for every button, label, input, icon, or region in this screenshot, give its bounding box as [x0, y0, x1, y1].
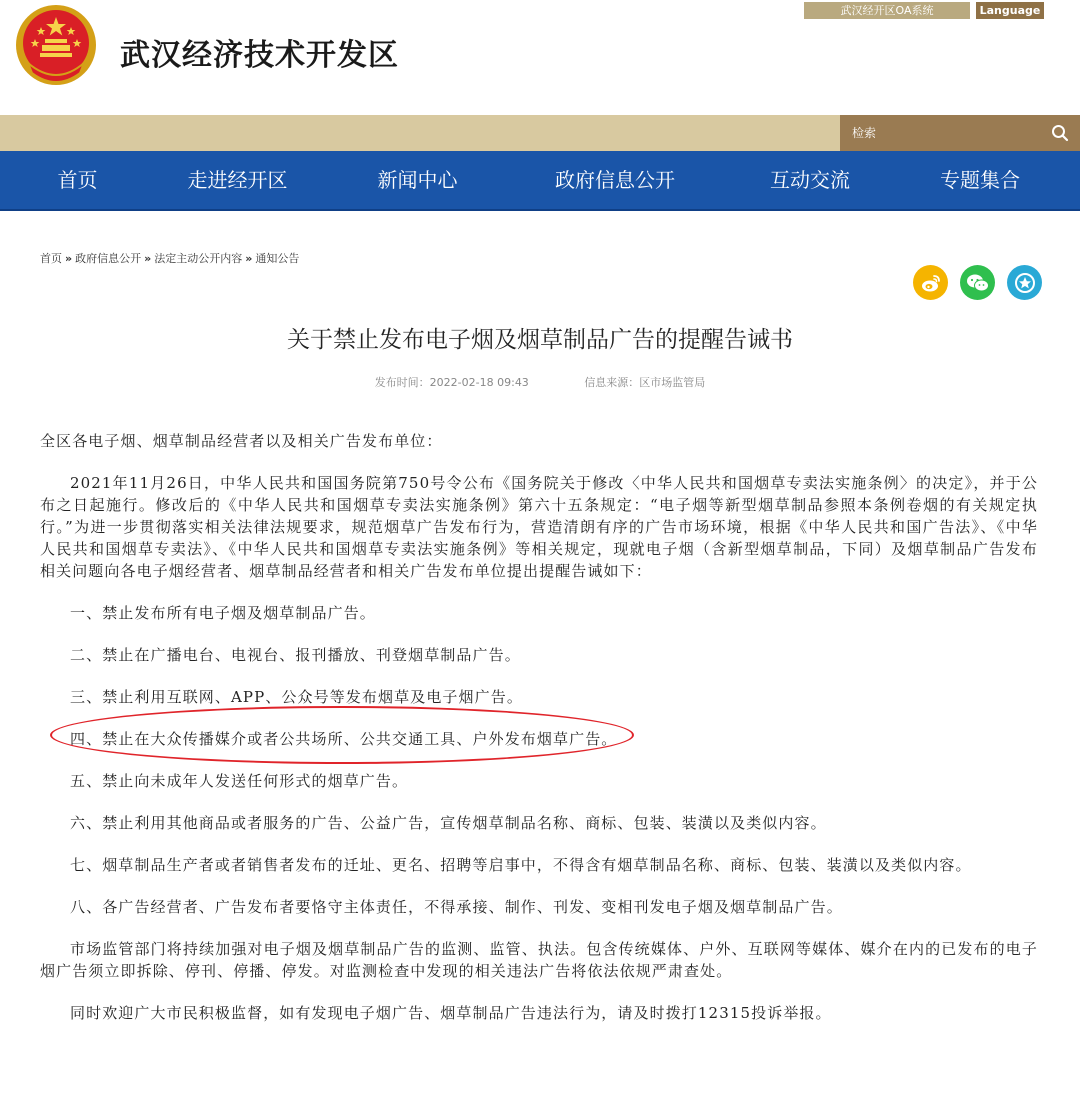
site-header: [0, 0, 1080, 115]
top-links: [804, 2, 1044, 34]
salutation: 全区各电子烟、烟草制品经营者以及相关广告发布单位：: [40, 432, 443, 450]
breadcrumb-gov-info[interactable]: 政府信息公开: [75, 252, 142, 265]
oa-system-link[interactable]: 武汉经开区OA系统: [804, 2, 970, 19]
nav-topics[interactable]: 专题集合: [940, 168, 1020, 192]
wechat-share-button[interactable]: [960, 265, 995, 300]
main-nav: [0, 151, 1080, 211]
list-item: 三、禁止利用互联网、APP、公众号等发布烟草及电子烟广告。: [70, 688, 523, 706]
breadcrumb-separator: »: [65, 251, 73, 265]
breadcrumb-statutory[interactable]: 法定主动公开内容: [154, 252, 243, 265]
breadcrumb-separator: »: [144, 251, 152, 265]
closing-paragraph: 市场监管部门将持续加强对电子烟及烟草制品广告的监测、监管、执法。包含传统媒体、户外、互联网等媒体、媒介在内的已发布的电子烟广告须立即拆除、停刊、停播、停发。对监测检查中发现的相关违法广告将依法依规严肃查处。: [40, 940, 1038, 980]
list-item: 八、各广告经营者、广告发布者要恪守主体责任，不得承接、制作、刊发、变相刊发电子烟及烟草制品广告。: [70, 898, 843, 916]
nav-gov-info[interactable]: 政府信息公开: [555, 168, 675, 192]
nav-interaction[interactable]: 互动交流: [770, 168, 850, 192]
breadcrumb: [40, 250, 299, 266]
list-item: 一、禁止发布所有电子烟及烟草制品广告。: [70, 604, 376, 622]
list-item: 五、禁止向未成年人发送任何形式的烟草广告。: [70, 772, 409, 790]
search-icon: [1051, 124, 1069, 142]
breadcrumb-home[interactable]: 首页: [40, 252, 62, 265]
weibo-icon: [920, 273, 942, 293]
list-item: 六、禁止利用其他商品或者服务的广告、公益广告，宣传烟草制品名称、商标、包装、装潢以及类似内容。: [70, 814, 827, 832]
search-bar: [0, 115, 1080, 151]
search-input[interactable]: [840, 115, 1040, 151]
favorite-button[interactable]: [1007, 265, 1042, 300]
article-title: 关于禁止发布电子烟及烟草制品广告的提醒告诫书: [287, 327, 793, 353]
language-button[interactable]: Language ▾: [976, 2, 1044, 19]
share-buttons: [913, 265, 1042, 300]
article-body: [40, 430, 1038, 1044]
list-item: 七、烟草制品生产者或者销售者发布的迁址、更名、招聘等启事中，不得含有烟草制品名称、商标、包装、装潢以及类似内容。: [70, 856, 972, 874]
wechat-icon: [966, 273, 990, 293]
closing-paragraph: 同时欢迎广大市民积极监督，如有发现电子烟广告、烟草制品广告违法行为，请及时拨打12315投诉举报。: [70, 1004, 832, 1022]
info-source: 信息来源：区市场监管局: [584, 376, 706, 389]
breadcrumb-notices[interactable]: 通知公告: [255, 252, 300, 265]
breadcrumb-separator: »: [245, 251, 253, 265]
search-box: [840, 115, 1080, 151]
national-emblem-icon[interactable]: [14, 3, 98, 87]
article-meta: [0, 374, 1080, 390]
list-item: 二、禁止在广播电台、电视台、报刊播放、刊登烟草制品广告。: [70, 646, 521, 664]
nav-news[interactable]: 新闻中心: [377, 168, 458, 192]
search-button[interactable]: [1040, 115, 1080, 151]
nav-about[interactable]: 走进经开区: [187, 168, 288, 192]
list-item: 四、禁止在大众传播媒介或者公共场所、公共交通工具、户外发布烟草广告。: [70, 730, 618, 748]
intro-paragraph: 2021年11月26日，中华人民共和国国务院第750号令公布《国务院关于修改〈中华人民共和国烟草专卖法实施条例〉的决定》，并于公布之日起施行。修改后的《中华人民共和国烟草专卖法实施条例》第六十五条规定：“电子烟等新型烟草制品参照本条例卷烟的有关规定执行。”为进一步贯彻落实相关法律法规要求，规范烟草广告发布行为，营造清朗有序的广告市场环境，根据《中华人民共和国广告法》、《中华人民共和国烟草专卖法》、《中华人民共和国烟草专卖法实施条例》等相关规定，现就电子烟（含新型烟草制品，下同）及烟草制品广告发布相关问题向各电子烟经营者、烟草制品经营者和相关广告发布单位提出提醒告诫如下：: [40, 474, 1038, 580]
site-name: 武汉经济技术开发区: [120, 38, 399, 73]
nav-home[interactable]: 首页: [57, 168, 98, 192]
weibo-share-button[interactable]: [913, 265, 948, 300]
star-icon: [1014, 272, 1036, 294]
publish-time: 发布时间：2022-02-18 09:43: [374, 376, 529, 389]
